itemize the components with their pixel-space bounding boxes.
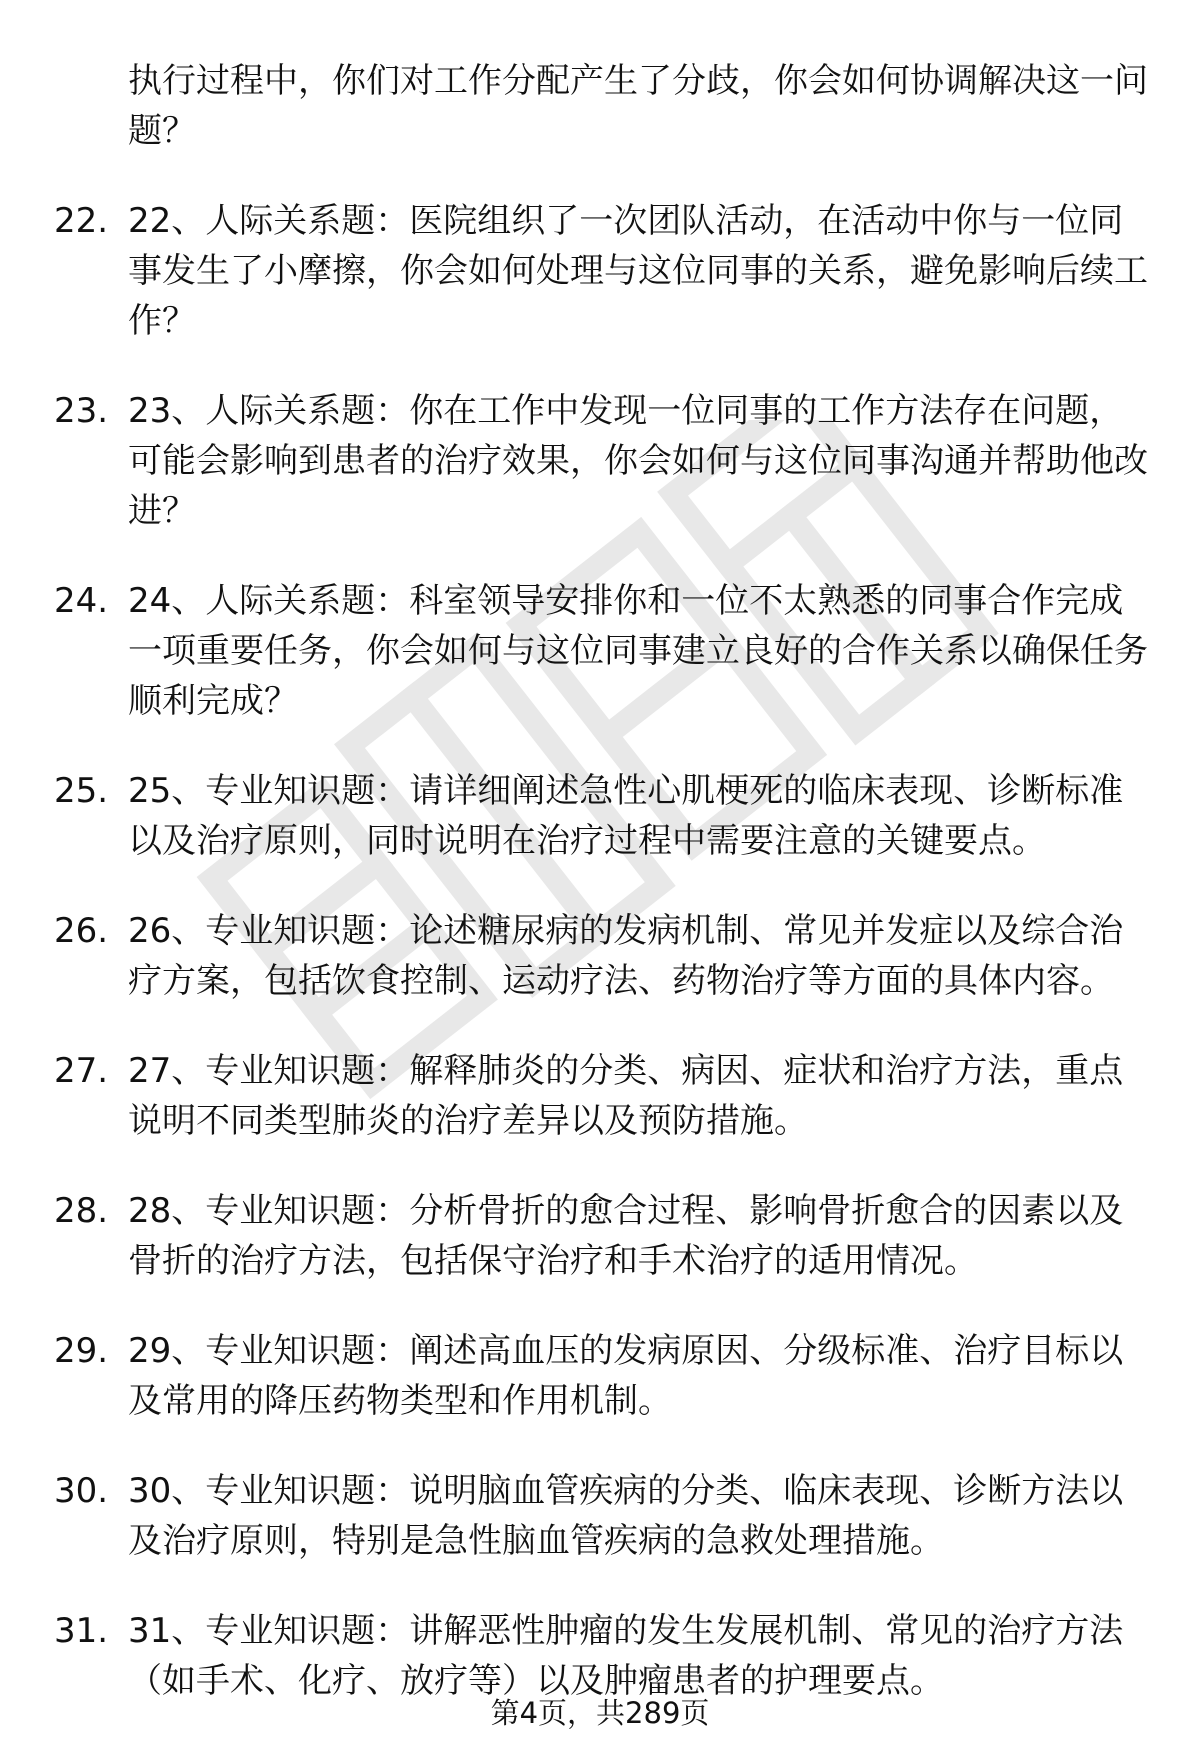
list-item — [54, 386, 1154, 536]
item-number: 29. — [54, 1331, 109, 1371]
list-item — [54, 1606, 1154, 1706]
list-item — [54, 1326, 1154, 1426]
item-number: 26. — [54, 911, 109, 951]
item-number: 27. — [54, 1051, 109, 1091]
item-text: 24、人际关系题：科室领导安排你和一位不太熟悉的同事合作完成一项重要任务，你会如何与这位同事建立良好的合作关系以确保任务顺利完成？ — [128, 581, 1148, 721]
page-footer: 第4页，共289页 — [490, 1696, 710, 1730]
item-text: 30、专业知识题：说明脑血管疾病的分类、临床表现、诊断方法以及治疗原则，特别是急性脑血管疾病的急救处理措施。 — [128, 1471, 1124, 1561]
list-item — [54, 1186, 1154, 1286]
item-number: 31. — [54, 1611, 109, 1651]
list-item — [54, 906, 1154, 1006]
item-text: 29、专业知识题：阐述高血压的发病原因、分级标准、治疗目标以及常用的降压药物类型和作用机制。 — [128, 1331, 1124, 1421]
list-item — [54, 576, 1154, 726]
item-number: 24. — [54, 581, 109, 621]
item-number: 25. — [54, 771, 109, 811]
item-number: 23. — [54, 391, 109, 431]
item-text: 27、专业知识题：解释肺炎的分类、病因、症状和治疗方法，重点说明不同类型肺炎的治疗差异以及预防措施。 — [128, 1051, 1124, 1141]
list-item — [54, 766, 1154, 866]
item-number: 22. — [54, 201, 109, 241]
list-item — [54, 1466, 1154, 1566]
item-number: 30. — [54, 1471, 109, 1511]
item-text: 25、专业知识题：请详细阐述急性心肌梗死的临床表现、诊断标准以及治疗原则，同时说明在治疗过程中需要注意的关键要点。 — [128, 771, 1124, 861]
item-text: 31、专业知识题：讲解恶性肿瘤的发生发展机制、常见的治疗方法（如手术、化疗、放疗等）以及肿瘤患者的护理要点。 — [128, 1611, 1124, 1701]
list-item — [54, 196, 1154, 346]
item-text: 28、专业知识题：分析骨折的愈合过程、影响骨折愈合的因素以及骨折的治疗方法，包括保守治疗和手术治疗的适用情况。 — [128, 1191, 1124, 1281]
item-number: 28. — [54, 1191, 109, 1231]
question-list — [54, 56, 1154, 1746]
item-text: 23、人际关系题：你在工作中发现一位同事的工作方法存在问题，可能会影响到患者的治疗效果，你会如何与这位同事沟通并帮助他改进？ — [128, 391, 1148, 531]
continued-question-text: 执行过程中，你们对工作分配产生了分歧，你会如何协调解决这一问题？ — [128, 61, 1148, 151]
item-text: 22、人际关系题：医院组织了一次团队活动，在活动中你与一位同事发生了小摩擦，你会如何处理与这位同事的关系，避免影响后续工作？ — [128, 201, 1148, 341]
list-item — [54, 1046, 1154, 1146]
item-text: 26、专业知识题：论述糖尿病的发病机制、常见并发症以及综合治疗方案，包括饮食控制、运动疗法、药物治疗等方面的具体内容。 — [128, 911, 1124, 1001]
